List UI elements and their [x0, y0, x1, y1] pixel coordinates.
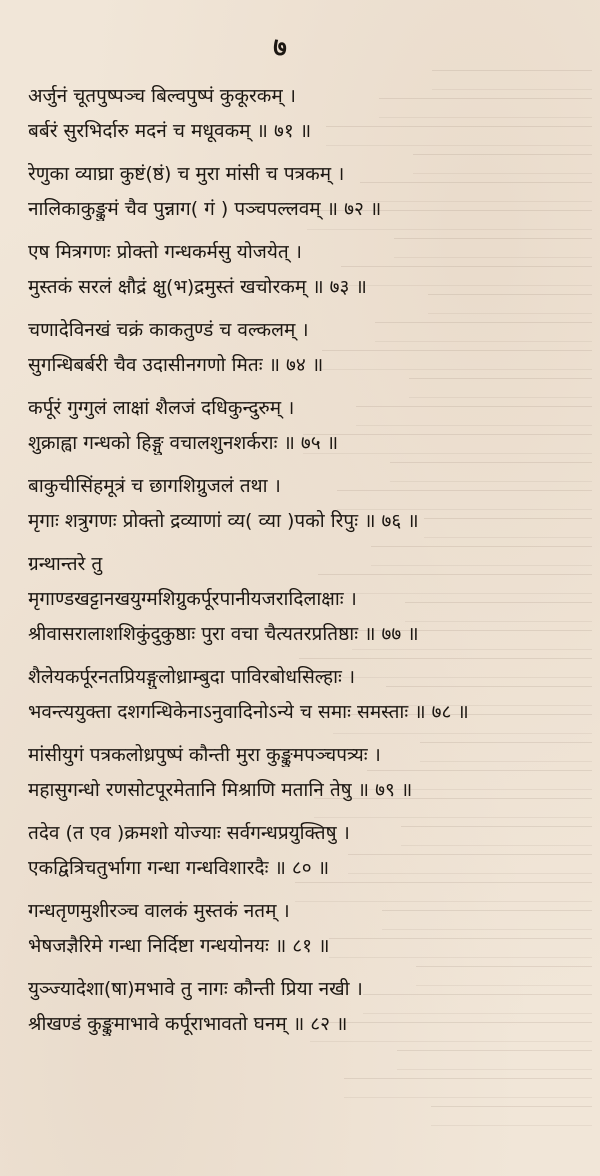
verse-line: एष मित्रगणः प्रोक्तो गन्धकर्मसु योजयेत् । — [28, 241, 302, 263]
verse-line: शैलेयकर्पूरनतप्रियङ्गुलोध्राम्बुदा पाविरबोधसिल्हाः । — [28, 666, 356, 688]
verse-75 — [28, 396, 588, 455]
verse-80 — [28, 821, 588, 880]
verse-line: मृगाः शत्रुगणः प्रोक्तो द्रव्याणां व्य( व्या )पको रिपुः ॥ ७६ ॥ — [28, 510, 419, 532]
verse-line: श्रीवासरालाशशिकुंदुकुष्ठाः पुरा वचा चैत्यतरप्रतिष्ठाः ॥ ७७ ॥ — [28, 623, 419, 645]
verse-line: सुगन्धिबर्बरी चैव उदासीनगणो मितः ॥ ७४ ॥ — [28, 354, 324, 376]
verse-line: युञ्ज्यादेशा(षा)मभावे तु नागः कौन्ती प्रिया नखी । — [28, 978, 363, 1000]
bleed-line — [431, 1106, 592, 1126]
verse-76 — [28, 474, 588, 533]
verse-77 — [28, 552, 588, 646]
verse-line: शुक्राह्वा गन्धको हिङ्गु वचालशुनशर्कराः ॥ ७५ ॥ — [28, 432, 339, 454]
verse-line: रेणुका व्याघ्रा कुष्टं(ष्ठं) च मुरा मांसी च पत्रकम् । — [28, 163, 345, 185]
verse-list — [28, 84, 588, 1055]
verse-line: श्रीखण्डं कुङ्कुमाभावे कर्पूराभावतो घनम् ॥ ८२ ॥ — [28, 1013, 348, 1035]
verse-line: मुस्तकं सरलं क्षौद्रं क्षु(भ)द्रमुस्तं खचोरकम् ॥ ७३ ॥ — [28, 276, 367, 298]
verse-line: भवन्त्ययुक्ता दशगन्धिकेनाऽनुवादिनोऽन्ये च समाः समस्ताः ॥ ७८ ॥ — [28, 701, 469, 723]
verse-line: नालिकाकुङ्कुमं चैव पुन्नाग( गं ) पञ्चपल्लवम् ॥ ७२ ॥ — [28, 198, 382, 220]
verse-71 — [28, 84, 588, 143]
verse-74 — [28, 318, 588, 377]
verse-line: बर्बरं सुरभिर्दारु मदनं च मधूवकम् ॥ ७१ ॥ — [28, 120, 312, 142]
verse-line: कर्पूरं गुग्गुलं लाक्षां शैलजं दधिकुन्दुरुम् । — [28, 397, 295, 419]
verse-line: भेषजज्ञैरिमे गन्धा निर्दिष्टा गन्धयोनयः ॥ ८१ ॥ — [28, 935, 330, 957]
verse-79 — [28, 743, 588, 802]
page-number: ७ — [273, 33, 287, 63]
verse-72 — [28, 162, 588, 221]
verse-line: महासुगन्धो रणसोटपूरमेतानि मिश्राणि मतानि तेषु ॥ ७९ ॥ — [28, 779, 413, 801]
verse-line: चणादेविनखं चक्रं काकतुण्डं च वल्कलम् । — [28, 319, 309, 341]
verse-line: मृगाण्डखट्टानखयुग्मशिग्रुकर्पूरपानीयजरादिलाक्षाः । — [28, 588, 357, 610]
verse-line: तदेव (त एव )क्रमशो योज्याः सर्वगन्धप्रयुक्तिषु । — [28, 822, 350, 844]
verse-78 — [28, 665, 588, 724]
verse-73 — [28, 240, 588, 299]
verse-line: बाकुचीसिंहमूत्रं च छागशिग्रुजलं तथा । — [28, 475, 281, 497]
verse-line: मांसीयुगं पत्रकलोध्रपुष्पं कौन्ती मुरा कुङ्कुमपञ्चपत्र्यः । — [28, 744, 381, 766]
section-heading: ग्रन्थान्तरे तु — [28, 553, 103, 575]
verse-81 — [28, 899, 588, 958]
verse-line: गन्धतृणमुशीरञ्च वालकं मुस्तकं नतम् । — [28, 900, 290, 922]
verse-82 — [28, 977, 588, 1036]
verse-line: एकद्वित्रिचतुर्भागा गन्धा गन्धविशारदैः ॥ ८० ॥ — [28, 857, 330, 879]
bleed-line — [344, 1078, 592, 1098]
verse-line: अर्जुनं चूतपुष्पञ्च बिल्वपुष्पं कुकूरकम् । — [28, 85, 296, 107]
